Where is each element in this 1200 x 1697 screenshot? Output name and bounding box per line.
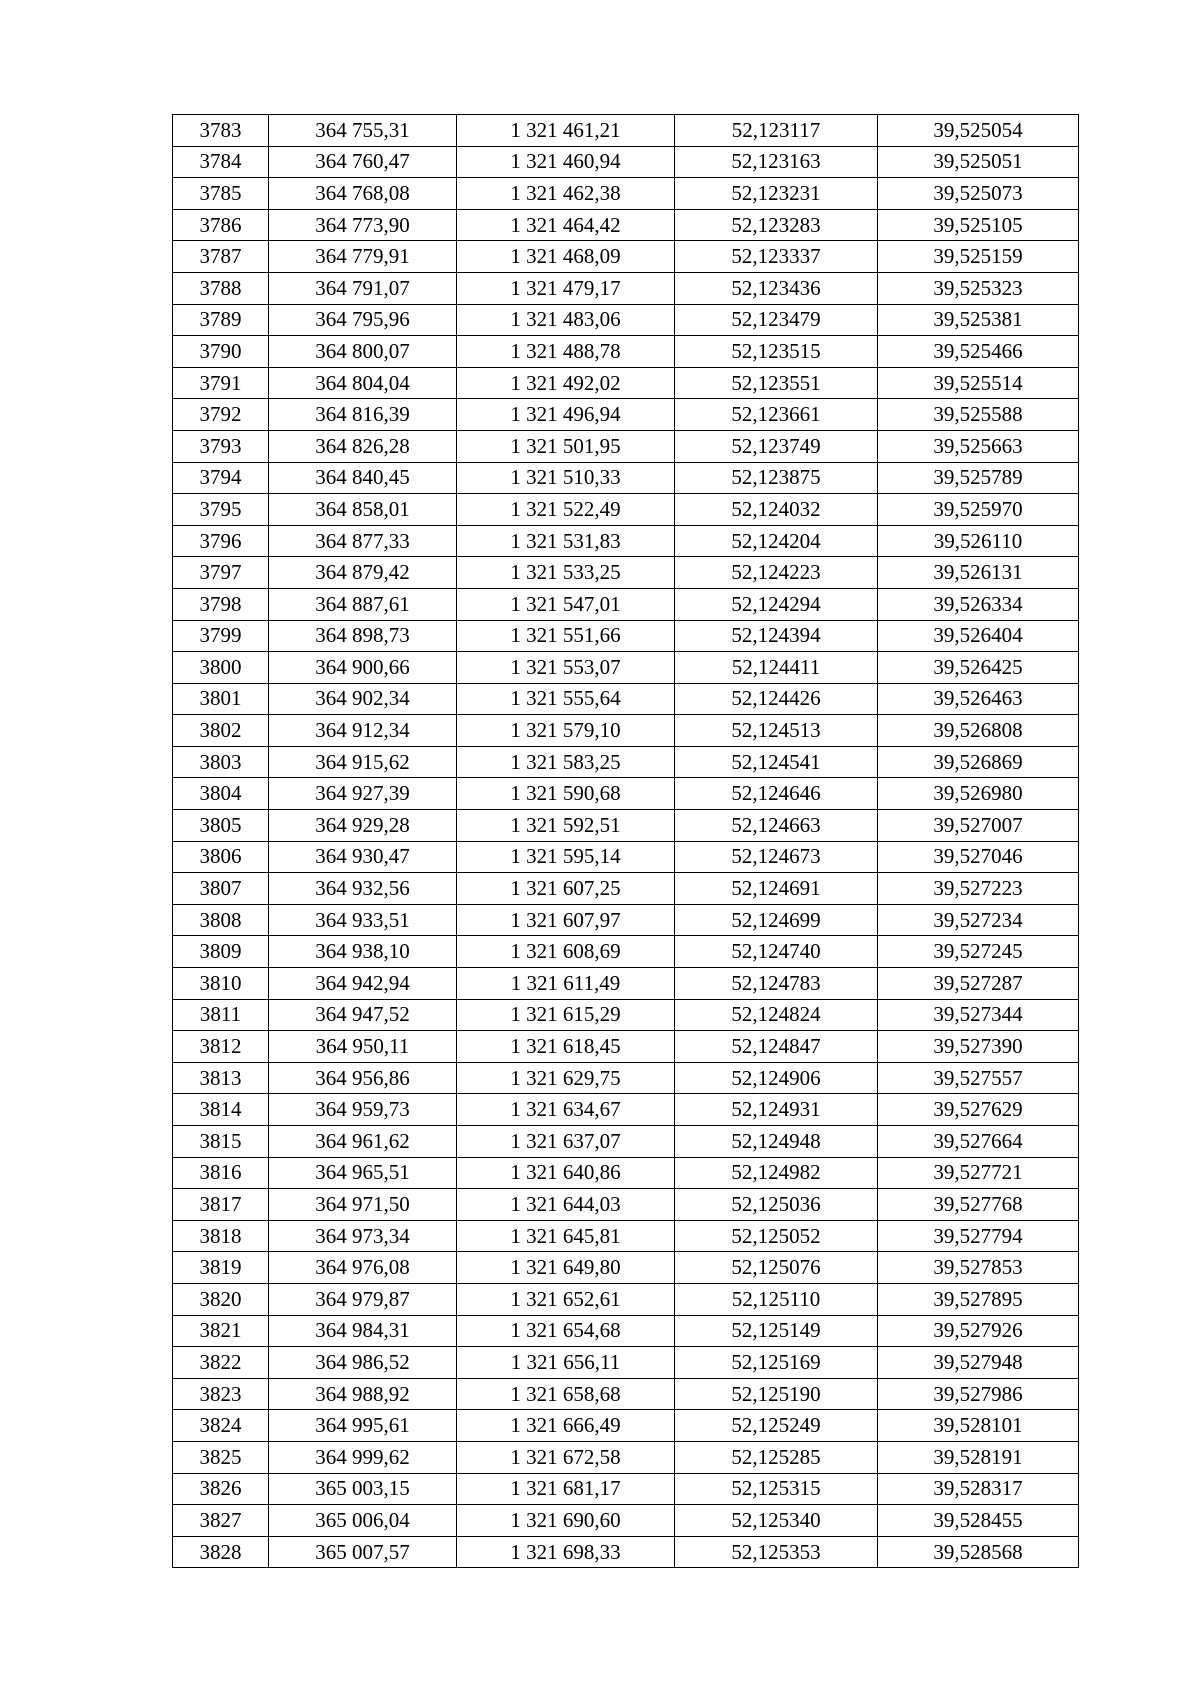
x-coordinate-cell: 364 961,62 <box>269 1126 457 1158</box>
latitude-cell: 52,124646 <box>675 778 878 810</box>
point-number-cell: 3813 <box>173 1062 269 1094</box>
x-coordinate-cell: 364 929,28 <box>269 810 457 842</box>
x-coordinate-cell: 365 007,57 <box>269 1536 457 1568</box>
y-coordinate-cell: 1 321 611,49 <box>457 968 675 1000</box>
latitude-cell: 52,124411 <box>675 652 878 684</box>
x-coordinate-cell: 364 915,62 <box>269 746 457 778</box>
point-number-cell: 3804 <box>173 778 269 810</box>
x-coordinate-cell: 364 979,87 <box>269 1283 457 1315</box>
table-row <box>173 1094 1079 1126</box>
y-coordinate-cell: 1 321 637,07 <box>457 1126 675 1158</box>
longitude-cell: 39,525789 <box>878 462 1079 494</box>
latitude-cell: 52,124294 <box>675 588 878 620</box>
x-coordinate-cell: 364 932,56 <box>269 873 457 905</box>
point-number-cell: 3818 <box>173 1220 269 1252</box>
y-coordinate-cell: 1 321 607,97 <box>457 904 675 936</box>
point-number-cell: 3796 <box>173 525 269 557</box>
latitude-cell: 52,124740 <box>675 936 878 968</box>
table-row <box>173 241 1079 273</box>
point-number-cell: 3816 <box>173 1157 269 1189</box>
table-row <box>173 715 1079 747</box>
point-number-cell: 3794 <box>173 462 269 494</box>
y-coordinate-cell: 1 321 681,17 <box>457 1473 675 1505</box>
table-row <box>173 778 1079 810</box>
latitude-cell: 52,123436 <box>675 272 878 304</box>
longitude-cell: 39,527948 <box>878 1347 1079 1379</box>
y-coordinate-cell: 1 321 579,10 <box>457 715 675 747</box>
latitude-cell: 52,123283 <box>675 209 878 241</box>
latitude-cell: 52,124691 <box>675 873 878 905</box>
point-number-cell: 3805 <box>173 810 269 842</box>
table-row <box>173 1347 1079 1379</box>
x-coordinate-cell: 364 779,91 <box>269 241 457 273</box>
latitude-cell: 52,125340 <box>675 1505 878 1537</box>
point-number-cell: 3825 <box>173 1441 269 1473</box>
table-row <box>173 1252 1079 1284</box>
longitude-cell: 39,527344 <box>878 999 1079 1031</box>
point-number-cell: 3807 <box>173 873 269 905</box>
table-row <box>173 336 1079 368</box>
latitude-cell: 52,124032 <box>675 494 878 526</box>
table-row <box>173 873 1079 905</box>
longitude-cell: 39,526463 <box>878 683 1079 715</box>
table-row <box>173 115 1079 147</box>
point-number-cell: 3803 <box>173 746 269 778</box>
y-coordinate-cell: 1 321 553,07 <box>457 652 675 684</box>
point-number-cell: 3817 <box>173 1189 269 1221</box>
x-coordinate-cell: 364 938,10 <box>269 936 457 968</box>
point-number-cell: 3783 <box>173 115 269 147</box>
longitude-cell: 39,525159 <box>878 241 1079 273</box>
longitude-cell: 39,528455 <box>878 1505 1079 1537</box>
point-number-cell: 3791 <box>173 367 269 399</box>
latitude-cell: 52,123231 <box>675 178 878 210</box>
latitude-cell: 52,125190 <box>675 1378 878 1410</box>
latitude-cell: 52,124204 <box>675 525 878 557</box>
table-row <box>173 810 1079 842</box>
table-row <box>173 146 1079 178</box>
latitude-cell: 52,124663 <box>675 810 878 842</box>
table-row <box>173 746 1079 778</box>
longitude-cell: 39,527245 <box>878 936 1079 968</box>
point-number-cell: 3785 <box>173 178 269 210</box>
y-coordinate-cell: 1 321 464,42 <box>457 209 675 241</box>
table-row <box>173 1441 1079 1473</box>
longitude-cell: 39,527986 <box>878 1378 1079 1410</box>
x-coordinate-cell: 365 003,15 <box>269 1473 457 1505</box>
y-coordinate-cell: 1 321 583,25 <box>457 746 675 778</box>
x-coordinate-cell: 364 826,28 <box>269 430 457 462</box>
longitude-cell: 39,527223 <box>878 873 1079 905</box>
point-number-cell: 3809 <box>173 936 269 968</box>
longitude-cell: 39,526131 <box>878 557 1079 589</box>
latitude-cell: 52,124699 <box>675 904 878 936</box>
x-coordinate-cell: 364 933,51 <box>269 904 457 936</box>
longitude-cell: 39,525970 <box>878 494 1079 526</box>
point-number-cell: 3798 <box>173 588 269 620</box>
table-row <box>173 1505 1079 1537</box>
longitude-cell: 39,527794 <box>878 1220 1079 1252</box>
latitude-cell: 52,124931 <box>675 1094 878 1126</box>
point-number-cell: 3787 <box>173 241 269 273</box>
point-number-cell: 3820 <box>173 1283 269 1315</box>
table-row <box>173 399 1079 431</box>
table-row <box>173 1126 1079 1158</box>
x-coordinate-cell: 365 006,04 <box>269 1505 457 1537</box>
x-coordinate-cell: 364 973,34 <box>269 1220 457 1252</box>
table-row <box>173 304 1079 336</box>
y-coordinate-cell: 1 321 533,25 <box>457 557 675 589</box>
point-number-cell: 3811 <box>173 999 269 1031</box>
x-coordinate-cell: 364 971,50 <box>269 1189 457 1221</box>
longitude-cell: 39,526808 <box>878 715 1079 747</box>
longitude-cell: 39,527853 <box>878 1252 1079 1284</box>
latitude-cell: 52,124824 <box>675 999 878 1031</box>
y-coordinate-cell: 1 321 496,94 <box>457 399 675 431</box>
table-row <box>173 1378 1079 1410</box>
longitude-cell: 39,527721 <box>878 1157 1079 1189</box>
y-coordinate-cell: 1 321 672,58 <box>457 1441 675 1473</box>
y-coordinate-cell: 1 321 666,49 <box>457 1410 675 1442</box>
x-coordinate-cell: 364 840,45 <box>269 462 457 494</box>
point-number-cell: 3802 <box>173 715 269 747</box>
latitude-cell: 52,125149 <box>675 1315 878 1347</box>
y-coordinate-cell: 1 321 608,69 <box>457 936 675 968</box>
x-coordinate-cell: 364 999,62 <box>269 1441 457 1473</box>
coordinates-table <box>172 114 1079 1568</box>
y-coordinate-cell: 1 321 461,21 <box>457 115 675 147</box>
table-row <box>173 1189 1079 1221</box>
y-coordinate-cell: 1 321 551,66 <box>457 620 675 652</box>
longitude-cell: 39,526110 <box>878 525 1079 557</box>
table-row <box>173 999 1079 1031</box>
longitude-cell: 39,528568 <box>878 1536 1079 1568</box>
x-coordinate-cell: 364 760,47 <box>269 146 457 178</box>
y-coordinate-cell: 1 321 547,01 <box>457 588 675 620</box>
point-number-cell: 3799 <box>173 620 269 652</box>
x-coordinate-cell: 364 902,34 <box>269 683 457 715</box>
y-coordinate-cell: 1 321 468,09 <box>457 241 675 273</box>
table-row <box>173 588 1079 620</box>
longitude-cell: 39,527046 <box>878 841 1079 873</box>
y-coordinate-cell: 1 321 492,02 <box>457 367 675 399</box>
y-coordinate-cell: 1 321 618,45 <box>457 1031 675 1063</box>
x-coordinate-cell: 364 879,42 <box>269 557 457 589</box>
y-coordinate-cell: 1 321 654,68 <box>457 1315 675 1347</box>
y-coordinate-cell: 1 321 645,81 <box>457 1220 675 1252</box>
latitude-cell: 52,124847 <box>675 1031 878 1063</box>
point-number-cell: 3795 <box>173 494 269 526</box>
table-row <box>173 525 1079 557</box>
longitude-cell: 39,525051 <box>878 146 1079 178</box>
longitude-cell: 39,526425 <box>878 652 1079 684</box>
longitude-cell: 39,527926 <box>878 1315 1079 1347</box>
x-coordinate-cell: 364 988,92 <box>269 1378 457 1410</box>
y-coordinate-cell: 1 321 629,75 <box>457 1062 675 1094</box>
table-row <box>173 904 1079 936</box>
latitude-cell: 52,124673 <box>675 841 878 873</box>
x-coordinate-cell: 364 959,73 <box>269 1094 457 1126</box>
longitude-cell: 39,527287 <box>878 968 1079 1000</box>
longitude-cell: 39,525514 <box>878 367 1079 399</box>
longitude-cell: 39,528191 <box>878 1441 1079 1473</box>
longitude-cell: 39,525073 <box>878 178 1079 210</box>
y-coordinate-cell: 1 321 592,51 <box>457 810 675 842</box>
y-coordinate-cell: 1 321 607,25 <box>457 873 675 905</box>
table-row <box>173 1315 1079 1347</box>
longitude-cell: 39,528101 <box>878 1410 1079 1442</box>
table-row <box>173 557 1079 589</box>
x-coordinate-cell: 364 791,07 <box>269 272 457 304</box>
table-row <box>173 1410 1079 1442</box>
longitude-cell: 39,526980 <box>878 778 1079 810</box>
x-coordinate-cell: 364 795,96 <box>269 304 457 336</box>
x-coordinate-cell: 364 930,47 <box>269 841 457 873</box>
table-row <box>173 430 1079 462</box>
x-coordinate-cell: 364 877,33 <box>269 525 457 557</box>
longitude-cell: 39,527768 <box>878 1189 1079 1221</box>
y-coordinate-cell: 1 321 522,49 <box>457 494 675 526</box>
y-coordinate-cell: 1 321 510,33 <box>457 462 675 494</box>
table-row <box>173 272 1079 304</box>
y-coordinate-cell: 1 321 488,78 <box>457 336 675 368</box>
point-number-cell: 3788 <box>173 272 269 304</box>
latitude-cell: 52,125036 <box>675 1189 878 1221</box>
point-number-cell: 3814 <box>173 1094 269 1126</box>
y-coordinate-cell: 1 321 658,68 <box>457 1378 675 1410</box>
longitude-cell: 39,527007 <box>878 810 1079 842</box>
y-coordinate-cell: 1 321 644,03 <box>457 1189 675 1221</box>
y-coordinate-cell: 1 321 479,17 <box>457 272 675 304</box>
latitude-cell: 52,123515 <box>675 336 878 368</box>
point-number-cell: 3826 <box>173 1473 269 1505</box>
x-coordinate-cell: 364 942,94 <box>269 968 457 1000</box>
longitude-cell: 39,527234 <box>878 904 1079 936</box>
x-coordinate-cell: 364 898,73 <box>269 620 457 652</box>
x-coordinate-cell: 364 976,08 <box>269 1252 457 1284</box>
table-row <box>173 367 1079 399</box>
table-row <box>173 1473 1079 1505</box>
table-row <box>173 178 1079 210</box>
table-row <box>173 1536 1079 1568</box>
point-number-cell: 3801 <box>173 683 269 715</box>
point-number-cell: 3797 <box>173 557 269 589</box>
point-number-cell: 3808 <box>173 904 269 936</box>
y-coordinate-cell: 1 321 640,86 <box>457 1157 675 1189</box>
longitude-cell: 39,527557 <box>878 1062 1079 1094</box>
point-number-cell: 3824 <box>173 1410 269 1442</box>
y-coordinate-cell: 1 321 634,67 <box>457 1094 675 1126</box>
x-coordinate-cell: 364 887,61 <box>269 588 457 620</box>
coordinates-table-body <box>173 115 1079 1568</box>
y-coordinate-cell: 1 321 652,61 <box>457 1283 675 1315</box>
latitude-cell: 52,124541 <box>675 746 878 778</box>
y-coordinate-cell: 1 321 590,68 <box>457 778 675 810</box>
table-row <box>173 1062 1079 1094</box>
table-row <box>173 1283 1079 1315</box>
latitude-cell: 52,123551 <box>675 367 878 399</box>
y-coordinate-cell: 1 321 698,33 <box>457 1536 675 1568</box>
y-coordinate-cell: 1 321 656,11 <box>457 1347 675 1379</box>
y-coordinate-cell: 1 321 595,14 <box>457 841 675 873</box>
table-row <box>173 968 1079 1000</box>
x-coordinate-cell: 364 995,61 <box>269 1410 457 1442</box>
table-row <box>173 683 1079 715</box>
latitude-cell: 52,123117 <box>675 115 878 147</box>
longitude-cell: 39,525381 <box>878 304 1079 336</box>
x-coordinate-cell: 364 927,39 <box>269 778 457 810</box>
table-row <box>173 652 1079 684</box>
latitude-cell: 52,125169 <box>675 1347 878 1379</box>
longitude-cell: 39,528317 <box>878 1473 1079 1505</box>
x-coordinate-cell: 364 858,01 <box>269 494 457 526</box>
latitude-cell: 52,125249 <box>675 1410 878 1442</box>
point-number-cell: 3819 <box>173 1252 269 1284</box>
longitude-cell: 39,525663 <box>878 430 1079 462</box>
point-number-cell: 3823 <box>173 1378 269 1410</box>
latitude-cell: 52,125052 <box>675 1220 878 1252</box>
latitude-cell: 52,123163 <box>675 146 878 178</box>
point-number-cell: 3806 <box>173 841 269 873</box>
point-number-cell: 3792 <box>173 399 269 431</box>
point-number-cell: 3793 <box>173 430 269 462</box>
x-coordinate-cell: 364 816,39 <box>269 399 457 431</box>
point-number-cell: 3800 <box>173 652 269 684</box>
x-coordinate-cell: 364 900,66 <box>269 652 457 684</box>
point-number-cell: 3828 <box>173 1536 269 1568</box>
x-coordinate-cell: 364 984,31 <box>269 1315 457 1347</box>
longitude-cell: 39,526869 <box>878 746 1079 778</box>
table-row <box>173 1220 1079 1252</box>
point-number-cell: 3790 <box>173 336 269 368</box>
x-coordinate-cell: 364 768,08 <box>269 178 457 210</box>
y-coordinate-cell: 1 321 555,64 <box>457 683 675 715</box>
longitude-cell: 39,525105 <box>878 209 1079 241</box>
longitude-cell: 39,527390 <box>878 1031 1079 1063</box>
table-row <box>173 209 1079 241</box>
longitude-cell: 39,525323 <box>878 272 1079 304</box>
table-row <box>173 1031 1079 1063</box>
y-coordinate-cell: 1 321 531,83 <box>457 525 675 557</box>
table-row <box>173 1157 1079 1189</box>
point-number-cell: 3815 <box>173 1126 269 1158</box>
x-coordinate-cell: 364 804,04 <box>269 367 457 399</box>
point-number-cell: 3822 <box>173 1347 269 1379</box>
latitude-cell: 52,123479 <box>675 304 878 336</box>
latitude-cell: 52,124906 <box>675 1062 878 1094</box>
longitude-cell: 39,526334 <box>878 588 1079 620</box>
x-coordinate-cell: 364 986,52 <box>269 1347 457 1379</box>
latitude-cell: 52,125315 <box>675 1473 878 1505</box>
y-coordinate-cell: 1 321 462,38 <box>457 178 675 210</box>
latitude-cell: 52,124982 <box>675 1157 878 1189</box>
table-row <box>173 462 1079 494</box>
point-number-cell: 3789 <box>173 304 269 336</box>
longitude-cell: 39,527895 <box>878 1283 1079 1315</box>
longitude-cell: 39,525054 <box>878 115 1079 147</box>
point-number-cell: 3784 <box>173 146 269 178</box>
latitude-cell: 52,124223 <box>675 557 878 589</box>
x-coordinate-cell: 364 912,34 <box>269 715 457 747</box>
y-coordinate-cell: 1 321 690,60 <box>457 1505 675 1537</box>
longitude-cell: 39,526404 <box>878 620 1079 652</box>
y-coordinate-cell: 1 321 501,95 <box>457 430 675 462</box>
latitude-cell: 52,125353 <box>675 1536 878 1568</box>
x-coordinate-cell: 364 965,51 <box>269 1157 457 1189</box>
latitude-cell: 52,124394 <box>675 620 878 652</box>
point-number-cell: 3821 <box>173 1315 269 1347</box>
latitude-cell: 52,124948 <box>675 1126 878 1158</box>
y-coordinate-cell: 1 321 615,29 <box>457 999 675 1031</box>
x-coordinate-cell: 364 956,86 <box>269 1062 457 1094</box>
y-coordinate-cell: 1 321 649,80 <box>457 1252 675 1284</box>
latitude-cell: 52,123661 <box>675 399 878 431</box>
x-coordinate-cell: 364 947,52 <box>269 999 457 1031</box>
latitude-cell: 52,125110 <box>675 1283 878 1315</box>
y-coordinate-cell: 1 321 483,06 <box>457 304 675 336</box>
longitude-cell: 39,527629 <box>878 1094 1079 1126</box>
x-coordinate-cell: 364 950,11 <box>269 1031 457 1063</box>
latitude-cell: 52,124426 <box>675 683 878 715</box>
longitude-cell: 39,525588 <box>878 399 1079 431</box>
latitude-cell: 52,123875 <box>675 462 878 494</box>
x-coordinate-cell: 364 755,31 <box>269 115 457 147</box>
table-row <box>173 494 1079 526</box>
table-row <box>173 841 1079 873</box>
latitude-cell: 52,123749 <box>675 430 878 462</box>
point-number-cell: 3812 <box>173 1031 269 1063</box>
longitude-cell: 39,525466 <box>878 336 1079 368</box>
point-number-cell: 3827 <box>173 1505 269 1537</box>
longitude-cell: 39,527664 <box>878 1126 1079 1158</box>
y-coordinate-cell: 1 321 460,94 <box>457 146 675 178</box>
latitude-cell: 52,124513 <box>675 715 878 747</box>
table-row <box>173 620 1079 652</box>
latitude-cell: 52,125285 <box>675 1441 878 1473</box>
point-number-cell: 3786 <box>173 209 269 241</box>
latitude-cell: 52,124783 <box>675 968 878 1000</box>
point-number-cell: 3810 <box>173 968 269 1000</box>
latitude-cell: 52,125076 <box>675 1252 878 1284</box>
x-coordinate-cell: 364 773,90 <box>269 209 457 241</box>
table-row <box>173 936 1079 968</box>
latitude-cell: 52,123337 <box>675 241 878 273</box>
x-coordinate-cell: 364 800,07 <box>269 336 457 368</box>
